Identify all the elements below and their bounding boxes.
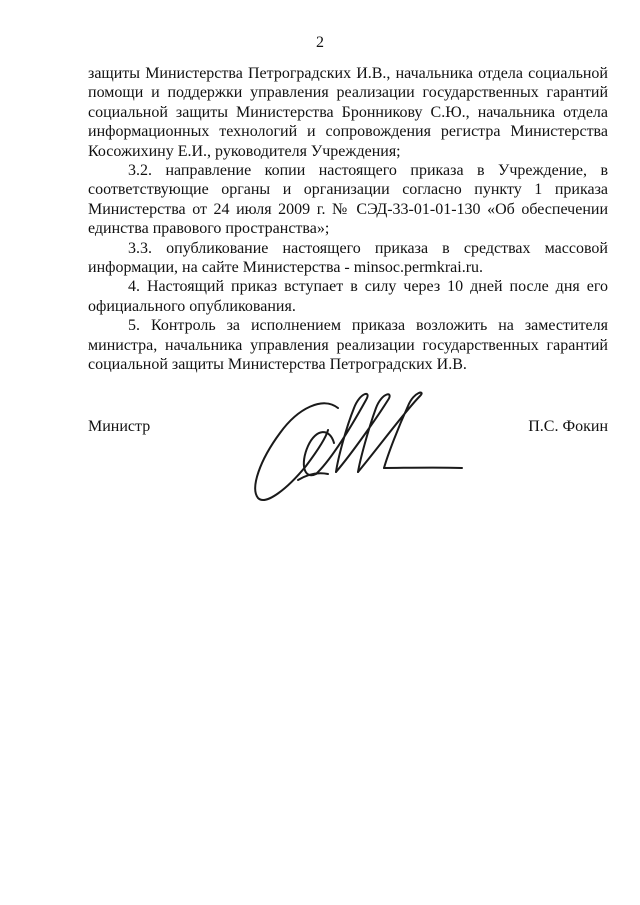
paragraph-3-2: 3.2. направление копии настоящего приказа в Учреждение, в соответствующие органы и организации согласно пункту 1 приказа Министерства от 24 июля 2009 г. № СЭД-33-01-01-130 «Об обеспечении единства правового пространства»;: [88, 162, 608, 238]
paragraph-5: 5. Контроль за исполнением приказа возложить на заместителя министра, начальника управления реализации государственных гарантий социальной защиты Министерства Петроградских И.В.: [88, 317, 608, 374]
signatory-name: П.С. Фокин: [528, 418, 608, 435]
paragraph-continuation: защиты Министерства Петроградских И.В., начальника отдела социальной помощи и поддержки управления реализации государственных гарантий социальной защиты Министерства Бронникову С.Ю., начальника отдела информационных технологий и сопровождения регистра Министерства Косожихину Е.И., руководителя Учреждения;: [88, 65, 608, 160]
paragraph-3-3: 3.3. опубликование настоящего приказа в средствах массовой информации, на сайте Министерства - minsoc.permkrai.ru.: [88, 239, 608, 277]
document-body: [88, 64, 608, 375]
page-number: 2: [316, 34, 324, 51]
signatory-title: Министр: [88, 418, 151, 435]
paragraph-4: 4. Настоящий приказ вступает в силу через 10 дней после дня его официального опубликования.: [88, 278, 608, 315]
signature-strokes: [255, 393, 462, 500]
handwritten-signature: [238, 388, 468, 513]
